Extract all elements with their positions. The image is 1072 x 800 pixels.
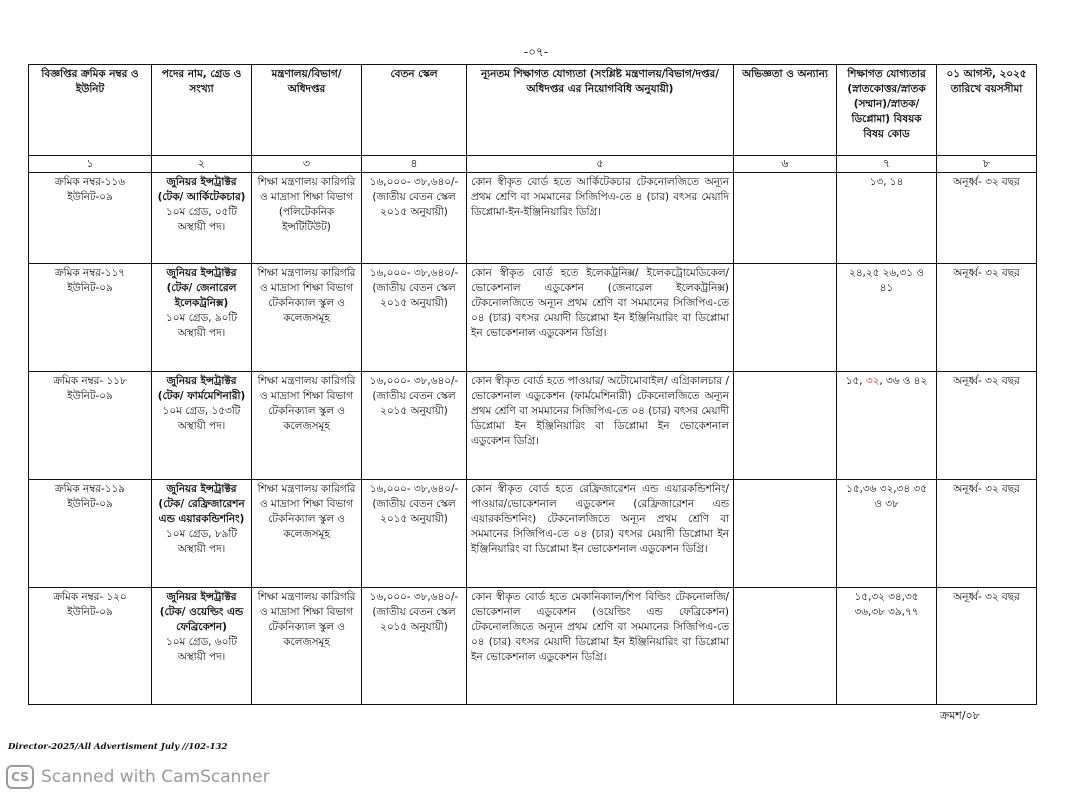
scale-cell: ১৬,০০০- ৩৮,৬৪০/- (জাতীয় বেতন স্কেল ২০১৫ অনুযায়ী) — [362, 588, 467, 705]
post-cell — [152, 588, 252, 705]
experience-cell — [734, 372, 837, 480]
qualification-cell: কোন স্বীকৃত বোর্ড হতে রেফ্রিজারেশন এন্ড এয়ারকন্ডিশনিং/পাওয়ার/ভোকেশনাল এডুকেশন (রেফ্রিজারেশন এন্ড এয়ারকন্ডিশনিং) টেকনোলজিতে অন্যূন প্রথম শ্রেণি বা সমমানের সিজিপিএ-তে ০৪ (চার) বৎসর মেয়াদী ডিপ্লোমা ইন ইঞ্জিনিয়ারিং বা ডিপ্লোমা ইন ভোকেশনাল এডুকেশন ডিগ্রি। — [467, 480, 734, 588]
subject-code-highlight: ৩২ — [865, 375, 880, 387]
ministry-cell: শিক্ষা মন্ত্রণালয় কারিগরি ও মাদ্রাসা শিক্ষা বিভাগ (পলিটেকনিক ইন্সটিটিউট) — [252, 173, 362, 264]
header-serial: বিজ্ঞপ্তির ক্রমিক নম্বর ও ইউনিট — [29, 65, 152, 156]
scale-cell: ১৬,০০০- ৩৮,৬৪০/- (জাতীয় বেতন স্কেল ২০১৫ অনুযায়ী) — [362, 480, 467, 588]
scale-cell: ১৬,০০০- ৩৮,৬৪০/- (জাতীয় বেতন স্কেল ২০১৫ অনুযায়ী) — [362, 173, 467, 264]
column-number: ৩ — [252, 156, 362, 173]
age-limit-cell: অনূর্ধ্ব- ৩২ বছর — [937, 588, 1037, 705]
qualification-cell: কোন স্বীকৃত বোর্ড হতে পাওয়ার/ অটোমোবাইল/ এগ্রিকালচার /ভোকেশনাল এডুকেশন (ফার্মমেশিনারী) টেকনোলজিতে অন্যূন প্রথম শ্রেণি বা সমমানের সিজিপিএ-তে ০৪ (চার) বৎসর মেয়াদী ডিপ্লোমা ইন ইঞ্জিনিয়ারিং বা ডিপ্লোমা ইন ভোকেশনাল এডুকেশন ডিগ্রি। — [467, 372, 734, 480]
table-row — [29, 480, 1037, 588]
post-name: জুনিয়র ইন্সট্রাক্টর (টেক/ আর্কিটেকচার) — [157, 176, 246, 203]
page-number: -০৭- — [523, 45, 549, 59]
column-number: ৮ — [937, 156, 1037, 173]
qualification-cell: কোন স্বীকৃত বোর্ড হতে মেকানিক্যাল/শিপ বিল্ডিং টেকনোলজি/ভোকেশনাল এডুকেশন (ওয়েল্ডিং এন্ড ফেব্রিকেশন) টেকনোলজিতে অন্যূন প্রথম শ্রেণি বা সমমানের সিজিপিএ-তে ০৪ (চার) বৎসর মেয়াদী ডিপ্লোমা ইন ইঞ্জিনিয়ারিং বা ডিপ্লোমা ইন ভোকেশনাল এডুকেশন ডিগ্রি। — [467, 588, 734, 705]
header-ministry: মন্ত্রণালয়/বিভাগ/ অধিদপ্তর — [252, 65, 362, 156]
age-limit-cell: অনূর্ধ্ব- ৩২ বছর — [937, 264, 1037, 372]
experience-cell — [734, 480, 837, 588]
subject-code-cell: ১৩, ১৪ — [837, 173, 937, 264]
experience-cell — [734, 173, 837, 264]
column-number: ২ — [152, 156, 252, 173]
post-grade: ১০ম গ্রেড, ৯০টি অস্থায়ী পদ। — [166, 312, 237, 339]
serial-cell: ক্রমিক নম্বর-১১৯ ইউনিট-০৯ — [29, 480, 152, 588]
ministry-cell: শিক্ষা মন্ত্রণালয় কারিগরি ও মাদ্রাসা শিক্ষা বিভাগ টেকনিক্যাল স্কুল ও কলেজসমূহ — [252, 264, 362, 372]
qualification-cell: কোন স্বীকৃত বোর্ড হতে আর্কিটেকচার টেকনোলজিতে অন্যূন প্রথম শ্রেণি বা সমমানের সিজিপিএ-তে ৪ (চার) বৎসর মেয়াদি ডিপ্লোমা-ইন-ইঞ্জিনিয়ারিং ডিগ্রি। — [467, 173, 734, 264]
post-cell — [152, 372, 252, 480]
post-grade: ১০ম গ্রেড, ৮৯টি অস্থায়ী পদ। — [166, 528, 237, 555]
post-grade: ১০ম গ্রেড, ৬০টি অস্থায়ী পদ। — [166, 636, 237, 663]
age-limit-cell: অনূর্ধ্ব- ৩২ বছর — [937, 372, 1037, 480]
table-row — [29, 372, 1037, 480]
header-experience: অভিজ্ঞতা ও অন্যান্য — [734, 65, 837, 156]
post-cell — [152, 480, 252, 588]
header-qualification: ন্যূনতম শিক্ষাগত যোগ্যতা (সংশ্লিষ্ট মন্ত্রণালয়/বিভাগ/দপ্তর/ অধিদপ্তর এর নিয়োগবিধি অনুযায়ী) — [467, 65, 734, 156]
post-cell — [152, 264, 252, 372]
subject-code-cell: ২৪,২৫ ২৬,৩১ ও ৪১ — [837, 264, 937, 372]
subject-code-cell: ১৫,৩২ ৩৪,৩৫ ৩৬,৩৮ ৩৯,৭৭ — [837, 588, 937, 705]
subject-code-part: ১৫, — [845, 375, 866, 387]
post-cell — [152, 173, 252, 264]
serial-cell: ক্রমিক নম্বর-১১৭ ইউনিট-০৯ — [29, 264, 152, 372]
experience-cell — [734, 588, 837, 705]
post-grade: ১০ম গ্রেড, ০৫টি অস্থায়ী পদ। — [166, 206, 237, 233]
ministry-cell: শিক্ষা মন্ত্রণালয় কারিগরি ও মাদ্রাসা শিক্ষা বিভাগ টেকনিক্যাল স্কুল ও কলেজসমূহ — [252, 372, 362, 480]
column-number: ৪ — [362, 156, 467, 173]
footer-reference: Director-2025/All Advertisment July //102-132 — [8, 742, 228, 752]
experience-cell — [734, 264, 837, 372]
qualification-cell: কোন স্বীকৃত বোর্ড হতে ইলেকট্রনিক্স/ ইলেকট্রোমেডিকেল/ভোকেশনাল এডুকেশন (জেনারেল ইলেকট্রনিক্স) টেকনোলজিতে অন্যূন প্রথম শ্রেণি বা সমমানের সিজিপিএ-তে ০৪ (চার) বৎসর মেয়াদী ডিপ্লোমা ইন ইঞ্জিনিয়ারিং বা ডিপ্লোমা ইন ভোকেশনাল এডুকেশন ডিগ্রি। — [467, 264, 734, 372]
age-limit-cell: অনূর্ধ্ব- ৩২ বছর — [937, 173, 1037, 264]
subject-code-cell: ১৫,৩৬ ৩২,৩৪ ৩৫ ও ৩৮ — [837, 480, 937, 588]
header-row — [29, 65, 1037, 156]
post-name: জুনিয়র ইন্সট্রাক্টর (টেক/ রেফ্রিজারেশন এন্ড এয়ারকন্ডিশনিং) — [158, 483, 245, 525]
column-number: ৬ — [734, 156, 837, 173]
table-row — [29, 588, 1037, 705]
recruitment-table — [28, 64, 1037, 705]
camscanner-watermark — [6, 765, 270, 789]
column-number-row — [29, 156, 1037, 173]
scale-cell: ১৬,০০০- ৩৮,৬৪০/- (জাতীয় বেতন স্কেল ২০১৫ অনুযায়ী) — [362, 264, 467, 372]
ministry-cell: শিক্ষা মন্ত্রণালয় কারিগরি ও মাদ্রাসা শিক্ষা বিভাগ টেকনিক্যাল স্কুল ও কলেজসমূহ — [252, 588, 362, 705]
header-post: পদের নাম, গ্রেড ও সংখ্যা — [152, 65, 252, 156]
post-name: জুনিয়র ইন্সট্রাক্টর (টেক/ ফার্মমেশিনারী) — [157, 375, 246, 402]
header-subject-code: শিক্ষাগত যোগ্যতার (স্নাতকোত্তর/স্নাতক (সম্মান)/স্নাতক/ ডিপ্লোমা) বিষয়ক বিষয় কোড — [837, 65, 937, 156]
table-row — [29, 173, 1037, 264]
serial-cell: ক্রমিক নম্বর-১১৬ ইউনিট-০৯ — [29, 173, 152, 264]
age-limit-cell: অনূর্ধ্ব- ৩২ বছর — [937, 480, 1037, 588]
table-row — [29, 264, 1037, 372]
post-name: জুনিয়র ইন্সট্রাক্টর (টেক/ জেনারেল ইলেকট্রনিক্স) — [166, 267, 237, 309]
column-number: ১ — [29, 156, 152, 173]
post-grade: ১০ম গ্রেড, ১৫৩টি অস্থায়ী পদ। — [162, 405, 241, 432]
serial-cell: ক্রমিক নম্বর- ১২০ ইউনিট-০৯ — [29, 588, 152, 705]
camscanner-text: Scanned with CamScanner — [41, 767, 270, 787]
header-scale: বেতন স্কেল — [362, 65, 467, 156]
scale-cell: ১৬,০০০- ৩৮,৬৪০/- (জাতীয় বেতন স্কেল ২০১৫ অনুযায়ী) — [362, 372, 467, 480]
ministry-cell: শিক্ষা মন্ত্রণালয় কারিগরি ও মাদ্রাসা শিক্ষা বিভাগ টেকনিক্যাল স্কুল ও কলেজসমূহ — [252, 480, 362, 588]
subject-code-cell — [837, 372, 937, 480]
column-number: ৫ — [467, 156, 734, 173]
camscanner-logo-icon: CS — [6, 765, 34, 789]
post-name: জুনিয়র ইন্সট্রাক্টর (টেক/ ওয়েল্ডিং এন্ড ফেব্রিকেশন) — [159, 591, 244, 633]
subject-code-part: , ৩৬ ও ৪২ — [879, 375, 928, 387]
column-number: ৭ — [837, 156, 937, 173]
header-age-limit: ০১ আগস্ট, ২০২৫ তারিখে বয়সসীমা — [937, 65, 1037, 156]
continued-label: ক্রমশ/০৮ — [940, 709, 980, 722]
serial-cell: ক্রমিক নম্বর- ১১৮ ইউনিট-০৯ — [29, 372, 152, 480]
